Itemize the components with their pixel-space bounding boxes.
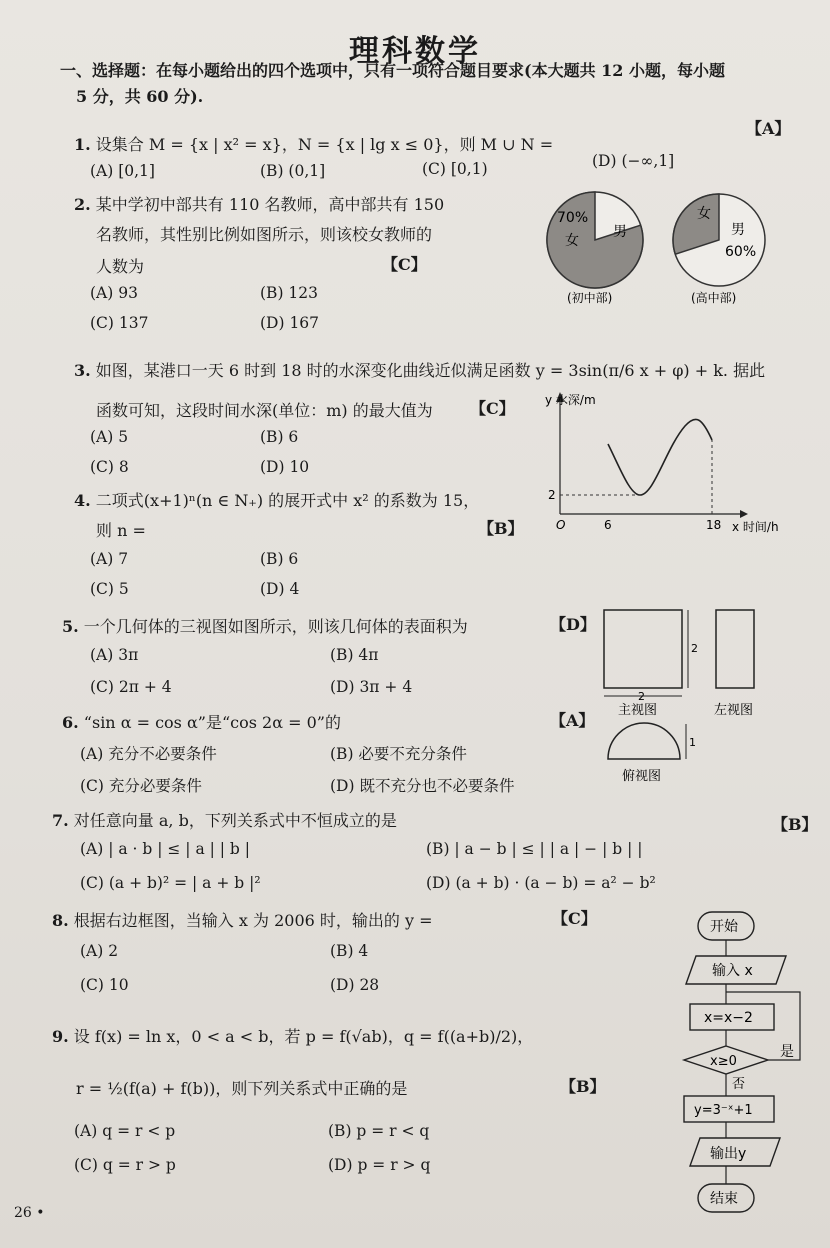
q1-option-b: (B) (0,1] [260,162,326,180]
q1-stem [74,132,553,155]
q8-number: 8. [52,911,69,930]
q8-option-b: (B) 4 [330,942,369,960]
q9-answer: 【B】 [560,1077,606,1096]
page-number: 26 • [14,1205,45,1221]
q4-option-d: (D) 4 [260,580,300,598]
q1-option-d: (D) (−∞,1] [592,152,675,170]
q5-answer: 【D】 [550,615,596,634]
q2-option-b: (B) 123 [260,284,318,302]
front-width-label: 2 [638,690,645,703]
q2-option-a: (A) 93 [90,284,138,302]
q4-stem-2: 则 n = [96,521,146,540]
q4-text-1: 二项式(x+1)ⁿ(n ∈ N₊) 的展开式中 x² 的系数为 15， [95,491,480,510]
q4-stem-1 [74,488,479,511]
q2-option-c: (C) 137 [90,314,149,332]
q2-stem-1 [74,192,444,215]
q7-option-a: (A) | a · b | ≤ | a | | b | [80,840,250,858]
front-view-rect [604,610,682,688]
q6-answer: 【A】 [550,711,595,730]
q7-stem [52,808,397,831]
top-view-caption: 俯视图 [622,769,662,784]
pie1-caption: (初中部) [567,291,613,305]
q8-text: 根据右边框图，当输入 x 为 2006 时，输出的 y = [73,911,433,930]
q6-option-c: (C) 充分必要条件 [80,777,202,795]
q6-number: 6. [62,713,79,732]
q2-pie-charts [535,182,775,312]
q7-option-b: (B) | a − b | ≤ | | a | − | b | | [426,840,643,858]
q4-answer: 【B】 [478,519,524,538]
q3-depth-graph [540,388,800,536]
q8-flowchart [676,908,816,1230]
graph-origin: O [556,518,566,532]
q7-number: 7. [52,811,69,830]
q6-option-a: (A) 充分不必要条件 [80,745,217,763]
q6-text: “sin α = cos α”是“cos 2α = 0”的 [83,713,341,732]
q5-option-b: (B) 4π [330,646,379,664]
graph-ylabel: y 水深/m [545,393,596,407]
top-height-label: 1 [689,736,696,749]
q4-option-b: (B) 6 [260,550,299,568]
q1-answer: 【A】 [746,119,791,138]
pie2-female-label: 女 [697,206,711,222]
left-view-rect [716,610,754,688]
q9-stem-2: r = ½(f(a) + f(b))，则下列关系式中正确的是 [76,1079,408,1098]
front-height-label: 2 [691,642,698,655]
flow-no: 否 [732,1077,746,1092]
flow-yes: 是 [780,1044,794,1060]
section-heading-cont: 5 分，共 60 分). [76,87,204,106]
q7-option-d: (D) (a + b) · (a − b) = a² − b² [426,874,656,892]
q5-text: 一个几何体的三视图如图所示，则该几何体的表面积为 [83,617,468,636]
flow-cond: x≥0 [710,1054,737,1069]
q3-option-d: (D) 10 [260,458,310,476]
section-heading: 一、选择题：在每小题给出的四个选项中，只有一项符合题目要求(本大题共 12 小题，每小题 [60,61,725,80]
flow-output: 输出y [710,1146,747,1162]
q4-number: 4. [74,491,91,510]
q5-option-c: (C) 2π + 4 [90,678,172,696]
q8-option-c: (C) 10 [80,976,129,994]
depth-curve [608,419,712,495]
graph-tick-y: 2 [548,488,556,502]
q3-option-b: (B) 6 [260,428,299,446]
q1-text: 设集合 M = {x | x² = x}，N = {x | lg x ≤ 0}，则 M ∪ N = [95,135,554,154]
q3-option-a: (A) 5 [90,428,129,446]
flow-end: 结束 [710,1191,738,1207]
q2-text-1: 某中学初中部共有 110 名教师，高中部共有 150 [95,195,445,214]
pie2-caption: (高中部) [691,291,737,305]
page-title: 理科数学 [349,34,481,69]
graph-xlabel: x 时间/h [732,520,779,534]
pie1-pct: 70% [557,210,589,226]
q5-three-views [596,604,776,794]
q2-answer: 【C】 [382,255,427,274]
q5-option-a: (A) 3π [90,646,139,664]
x-axis-arrow [740,510,748,518]
q9-option-b: (B) p = r < q [328,1122,430,1140]
q8-option-d: (D) 28 [330,976,380,994]
q1-option-a: (A) [0,1] [90,162,155,180]
q5-number: 5. [62,617,79,636]
q4-option-a: (A) 7 [90,550,129,568]
q3-stem-1 [74,358,765,381]
flow-step: x=x−2 [704,1010,753,1026]
pie2-male-label: 男 [731,222,745,238]
q9-option-a: (A) q = r < p [74,1122,176,1140]
q8-option-a: (A) 2 [80,942,119,960]
q7-text: 对任意向量 a, b，下列关系式中不恒成立的是 [73,811,397,830]
q2-option-d: (D) 167 [260,314,320,332]
q7-option-c: (C) (a + b)² = | a + b |² [80,874,261,892]
graph-tick-x2: 18 [706,518,722,532]
q9-text-1: 设 f(x) = ln x，0 < a < b，若 p = f(√ab)，q = f((a+b)/2)， [73,1027,534,1046]
q6-option-b: (B) 必要不充分条件 [330,745,467,763]
q3-answer: 【C】 [470,399,515,418]
q1-number: 1. [74,135,91,154]
q6-stem [62,710,341,733]
q3-text-1: 如图，某港口一天 6 时到 18 时的水深变化曲线近似满足函数 y = 3sin(π/6 x + φ) + k. 据此 [95,361,766,380]
q5-stem [62,614,468,637]
q2-stem-2: 名教师，其性别比例如图所示，则该校女教师的 [96,225,433,244]
front-view-caption: 主视图 [618,703,658,718]
q6-option-d: (D) 既不充分也不必要条件 [330,777,515,795]
pie1-male-label: 男 [613,224,627,240]
pie1-female-label: 女 [565,233,579,249]
graph-tick-x1: 6 [604,518,612,532]
flow-start: 开始 [710,919,738,935]
flow-input: 输入 x [712,963,753,979]
q3-stem-2: 函数可知，这段时间水深(单位：m) 的最大值为 [96,401,433,420]
q2-number: 2. [74,195,91,214]
q4-option-c: (C) 5 [90,580,129,598]
q9-stem-1 [52,1024,533,1047]
q8-stem [52,908,433,931]
flow-calc: y=3⁻ˣ+1 [694,1103,753,1118]
q8-answer: 【C】 [552,909,597,928]
q2-stem-3: 人数为 [96,257,145,276]
q9-option-d: (D) p = r > q [328,1156,431,1174]
pie2-pct: 60% [725,244,757,260]
q7-answer: 【B】 [772,815,818,834]
q5-option-d: (D) 3π + 4 [330,678,413,696]
q3-number: 3. [74,361,91,380]
q9-number: 9. [52,1027,69,1046]
q9-option-c: (C) q = r > p [74,1156,176,1174]
top-view-semicircle [608,723,680,759]
q1-option-c: (C) [0,1) [422,160,488,178]
q3-option-c: (C) 8 [90,458,129,476]
left-view-caption: 左视图 [714,703,754,718]
